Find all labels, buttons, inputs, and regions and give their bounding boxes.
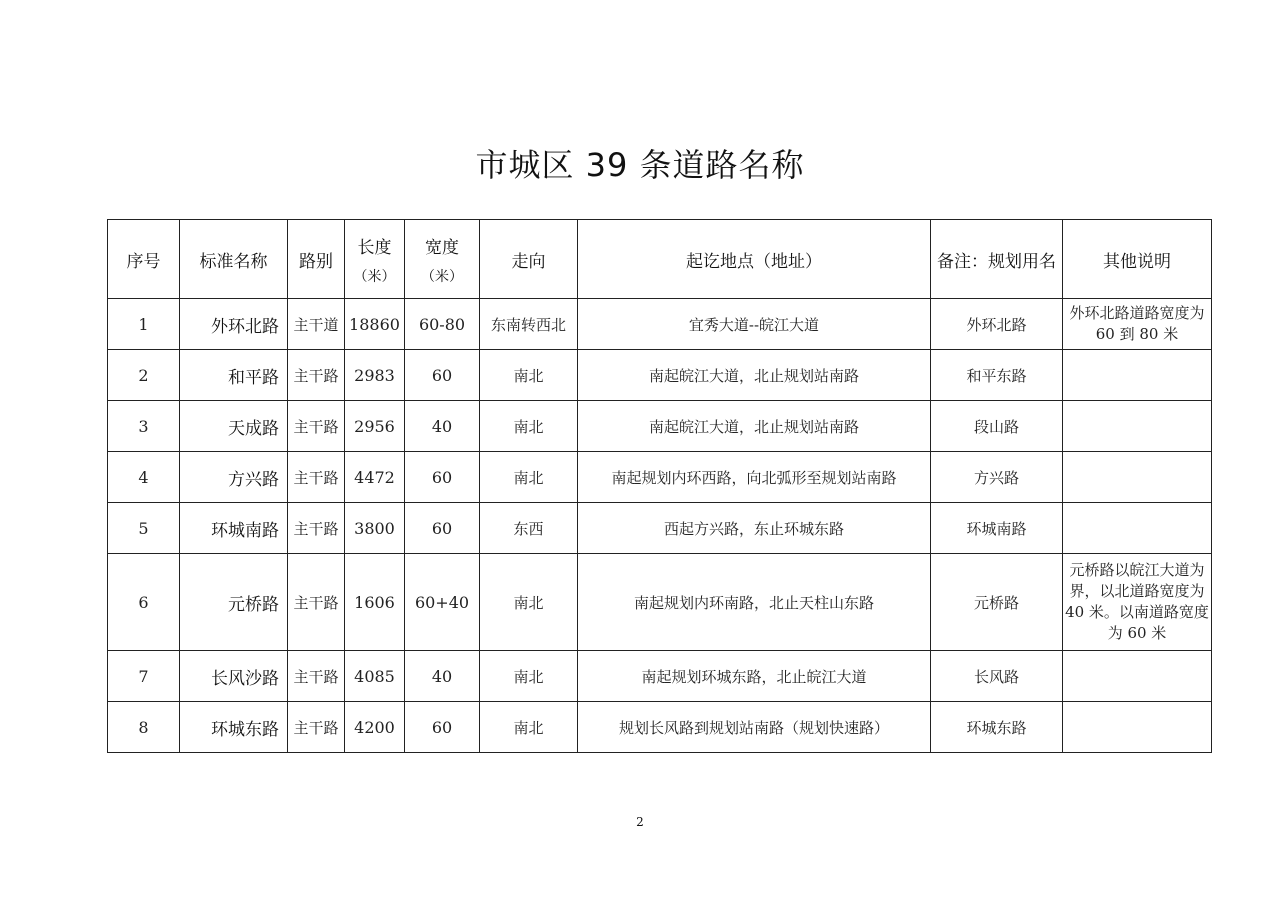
cell-name: 外环北路 (180, 299, 288, 350)
cell-planned-name: 方兴路 (931, 452, 1063, 503)
cell-name: 环城东路 (180, 702, 288, 753)
cell-width: 40 (405, 651, 480, 702)
cell-location: 西起方兴路，东止环城东路 (578, 503, 931, 554)
cell-notes (1063, 651, 1212, 702)
cell-width: 60 (405, 503, 480, 554)
cell-type: 主干道 (288, 299, 345, 350)
cell-location: 南起规划环城东路，北止皖江大道 (578, 651, 931, 702)
cell-index: 3 (108, 401, 180, 452)
cell-index: 4 (108, 452, 180, 503)
header-location: 起讫地点（地址） (578, 220, 931, 299)
cell-length: 1606 (345, 554, 405, 651)
cell-planned-name: 环城东路 (931, 702, 1063, 753)
table-row (108, 401, 1212, 452)
table-row (108, 299, 1212, 350)
cell-location: 规划长风路到规划站南路（规划快速路） (578, 702, 931, 753)
cell-planned-name: 长风路 (931, 651, 1063, 702)
cell-location: 宜秀大道--皖江大道 (578, 299, 931, 350)
road-names-table (107, 219, 1212, 753)
header-name: 标准名称 (180, 220, 288, 299)
table-row (108, 503, 1212, 554)
cell-length: 4472 (345, 452, 405, 503)
cell-type: 主干路 (288, 452, 345, 503)
cell-width: 60+40 (405, 554, 480, 651)
cell-type: 主干路 (288, 350, 345, 401)
cell-notes: 元桥路以皖江大道为界，以北道路宽度为 40 米。以南道路宽度为 60 米 (1063, 554, 1212, 651)
cell-index: 1 (108, 299, 180, 350)
cell-name: 元桥路 (180, 554, 288, 651)
cell-width: 60 (405, 452, 480, 503)
cell-planned-name: 和平东路 (931, 350, 1063, 401)
cell-index: 5 (108, 503, 180, 554)
cell-direction: 南北 (480, 452, 578, 503)
cell-direction: 南北 (480, 350, 578, 401)
cell-location: 南起皖江大道，北止规划站南路 (578, 350, 931, 401)
cell-width: 40 (405, 401, 480, 452)
header-length-unit: （米） (353, 268, 396, 285)
header-direction: 走向 (480, 220, 578, 299)
cell-planned-name: 环城南路 (931, 503, 1063, 554)
cell-width: 60-80 (405, 299, 480, 350)
cell-notes: 外环北路道路宽度为 60 到 80 米 (1063, 299, 1212, 350)
header-index: 序号 (108, 220, 180, 299)
cell-type: 主干路 (288, 401, 345, 452)
cell-planned-name: 外环北路 (931, 299, 1063, 350)
cell-type: 主干路 (288, 651, 345, 702)
cell-width: 60 (405, 350, 480, 401)
table-row (108, 651, 1212, 702)
cell-type: 主干路 (288, 702, 345, 753)
cell-name: 方兴路 (180, 452, 288, 503)
cell-notes (1063, 702, 1212, 753)
cell-notes (1063, 452, 1212, 503)
cell-length: 2983 (345, 350, 405, 401)
cell-name: 和平路 (180, 350, 288, 401)
cell-planned-name: 段山路 (931, 401, 1063, 452)
table-row (108, 350, 1212, 401)
cell-location: 南起皖江大道，北止规划站南路 (578, 401, 931, 452)
cell-direction: 东南转西北 (480, 299, 578, 350)
cell-width: 60 (405, 702, 480, 753)
page-title: 市城区 39 条道路名称 (475, 146, 805, 184)
cell-direction: 南北 (480, 702, 578, 753)
cell-notes (1063, 401, 1212, 452)
cell-index: 2 (108, 350, 180, 401)
cell-notes (1063, 350, 1212, 401)
cell-index: 7 (108, 651, 180, 702)
cell-direction: 南北 (480, 401, 578, 452)
cell-location: 南起规划内环南路，北止天柱山东路 (578, 554, 931, 651)
header-planned-name: 备注：规划用名 (931, 220, 1063, 299)
page-number: 2 (636, 815, 644, 829)
cell-length: 3800 (345, 503, 405, 554)
cell-name: 天成路 (180, 401, 288, 452)
cell-name: 环城南路 (180, 503, 288, 554)
table-row (108, 554, 1212, 651)
cell-direction: 南北 (480, 554, 578, 651)
cell-index: 8 (108, 702, 180, 753)
cell-length: 4200 (345, 702, 405, 753)
table-row (108, 702, 1212, 753)
cell-name: 长风沙路 (180, 651, 288, 702)
cell-type: 主干路 (288, 554, 345, 651)
header-width-label: 宽度 (425, 237, 459, 258)
cell-direction: 东西 (480, 503, 578, 554)
cell-location: 南起规划内环西路，向北弧形至规划站南路 (578, 452, 931, 503)
cell-length: 4085 (345, 651, 405, 702)
table-row (108, 452, 1212, 503)
header-length (345, 220, 405, 299)
header-type: 路别 (288, 220, 345, 299)
cell-type: 主干路 (288, 503, 345, 554)
header-width-unit: （米） (421, 268, 463, 285)
cell-length: 2956 (345, 401, 405, 452)
cell-index: 6 (108, 554, 180, 651)
cell-planned-name: 元桥路 (931, 554, 1063, 651)
cell-length: 18860 (345, 299, 405, 350)
header-length-label: 长度 (357, 237, 392, 258)
header-width (405, 220, 480, 299)
cell-direction: 南北 (480, 651, 578, 702)
header-notes: 其他说明 (1063, 220, 1212, 299)
table-header-row (108, 220, 1212, 299)
cell-notes (1063, 503, 1212, 554)
